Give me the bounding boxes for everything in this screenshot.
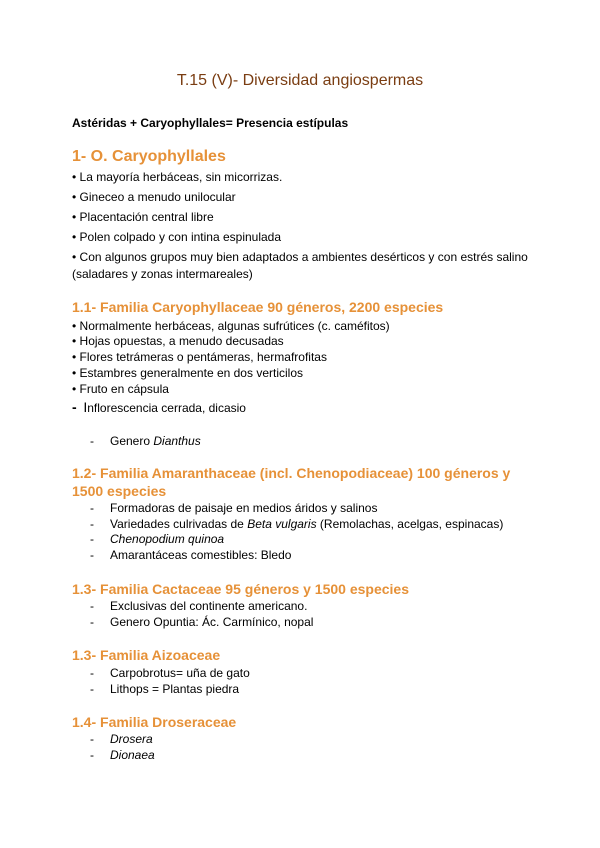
dash-marker: - (90, 434, 94, 448)
list-item: - Inflorescencia cerrada, dicasio (72, 399, 246, 415)
list-item: Genero Dianthus (110, 434, 201, 448)
list-item: Chenopodium quinoa (110, 532, 225, 546)
list-item: • Gineceo a menudo unilocular (72, 190, 236, 204)
list-item: • Con algunos grupos muy bien adaptados a ambientes desérticos y con estrés salino (saladares y zonas intermareales) (72, 250, 528, 281)
list-item: Drosera (110, 732, 153, 746)
list-item: Carpobrotus= uña de gato (110, 666, 250, 680)
list-item: • Polen colpado y con intina espinulada (72, 230, 282, 244)
list-item: Genero Opuntia: Ác. Carmínico, nopal (110, 615, 314, 629)
dash-marker: - (90, 517, 94, 531)
dash-marker: - (90, 666, 94, 680)
subtitle: Astéridas + Caryophyllales= Presencia estípulas (72, 116, 349, 130)
dash-marker: - (90, 501, 94, 515)
list-item: • Fruto en cápsula (72, 382, 169, 396)
list-item: • Normalmente herbáceas, algunas sufrútices (c. caméfitos) (72, 319, 390, 333)
section-heading-droseraceae: 1.4- Familia Droseraceae (72, 714, 237, 730)
list-item: Exclusivas del continente americano. (110, 599, 308, 613)
list-item: Formadoras de paisaje en medios áridos y salinos (110, 501, 378, 515)
dash-marker: - (90, 615, 94, 629)
list-item: • Flores tetrámeras o pentámeras, hermafrofitas (72, 350, 327, 364)
dash-marker: - (90, 599, 94, 613)
dash-marker: - (90, 532, 94, 546)
list-item: • Placentación central libre (72, 210, 214, 224)
list-item: Dionaea (110, 748, 155, 762)
list-item: • La mayoría herbáceas, sin micorrizas. (72, 170, 283, 184)
page-title: T.15 (V)- Diversidad angiospermas (176, 72, 424, 89)
dash-marker: - (90, 548, 94, 562)
dash-marker: - (90, 732, 94, 746)
section-heading-caryophyllales: 1- O. Caryophyllales (72, 148, 226, 165)
dash-marker: - (90, 748, 94, 762)
section-heading-caryophyllaceae: 1.1- Familia Caryophyllaceae 90 géneros, 2200 especies (72, 299, 444, 315)
list-item: Lithops = Plantas piedra (110, 682, 240, 696)
dash-marker: - (90, 682, 94, 696)
list-item: • Estambres generalmente en dos verticilos (72, 366, 303, 380)
list-item: Amarantáceas comestibles: Bledo (110, 548, 292, 562)
section-heading-amaranthaceae: 1.2- Familia Amaranthaceae (incl. Chenopodiaceae) 100 géneros y 1500 especies (72, 465, 511, 499)
section-heading-aizoaceae: 1.3- Familia Aizoaceae (72, 647, 221, 663)
list-item: • Hojas opuestas, a menudo decusadas (72, 334, 284, 348)
list-item: Variedades culrivadas de Beta vulgaris (Remolachas, acelgas, espinacas) (110, 517, 504, 531)
section-heading-cactaceae: 1.3- Familia Cactaceae 95 géneros y 1500 especies (72, 581, 409, 597)
